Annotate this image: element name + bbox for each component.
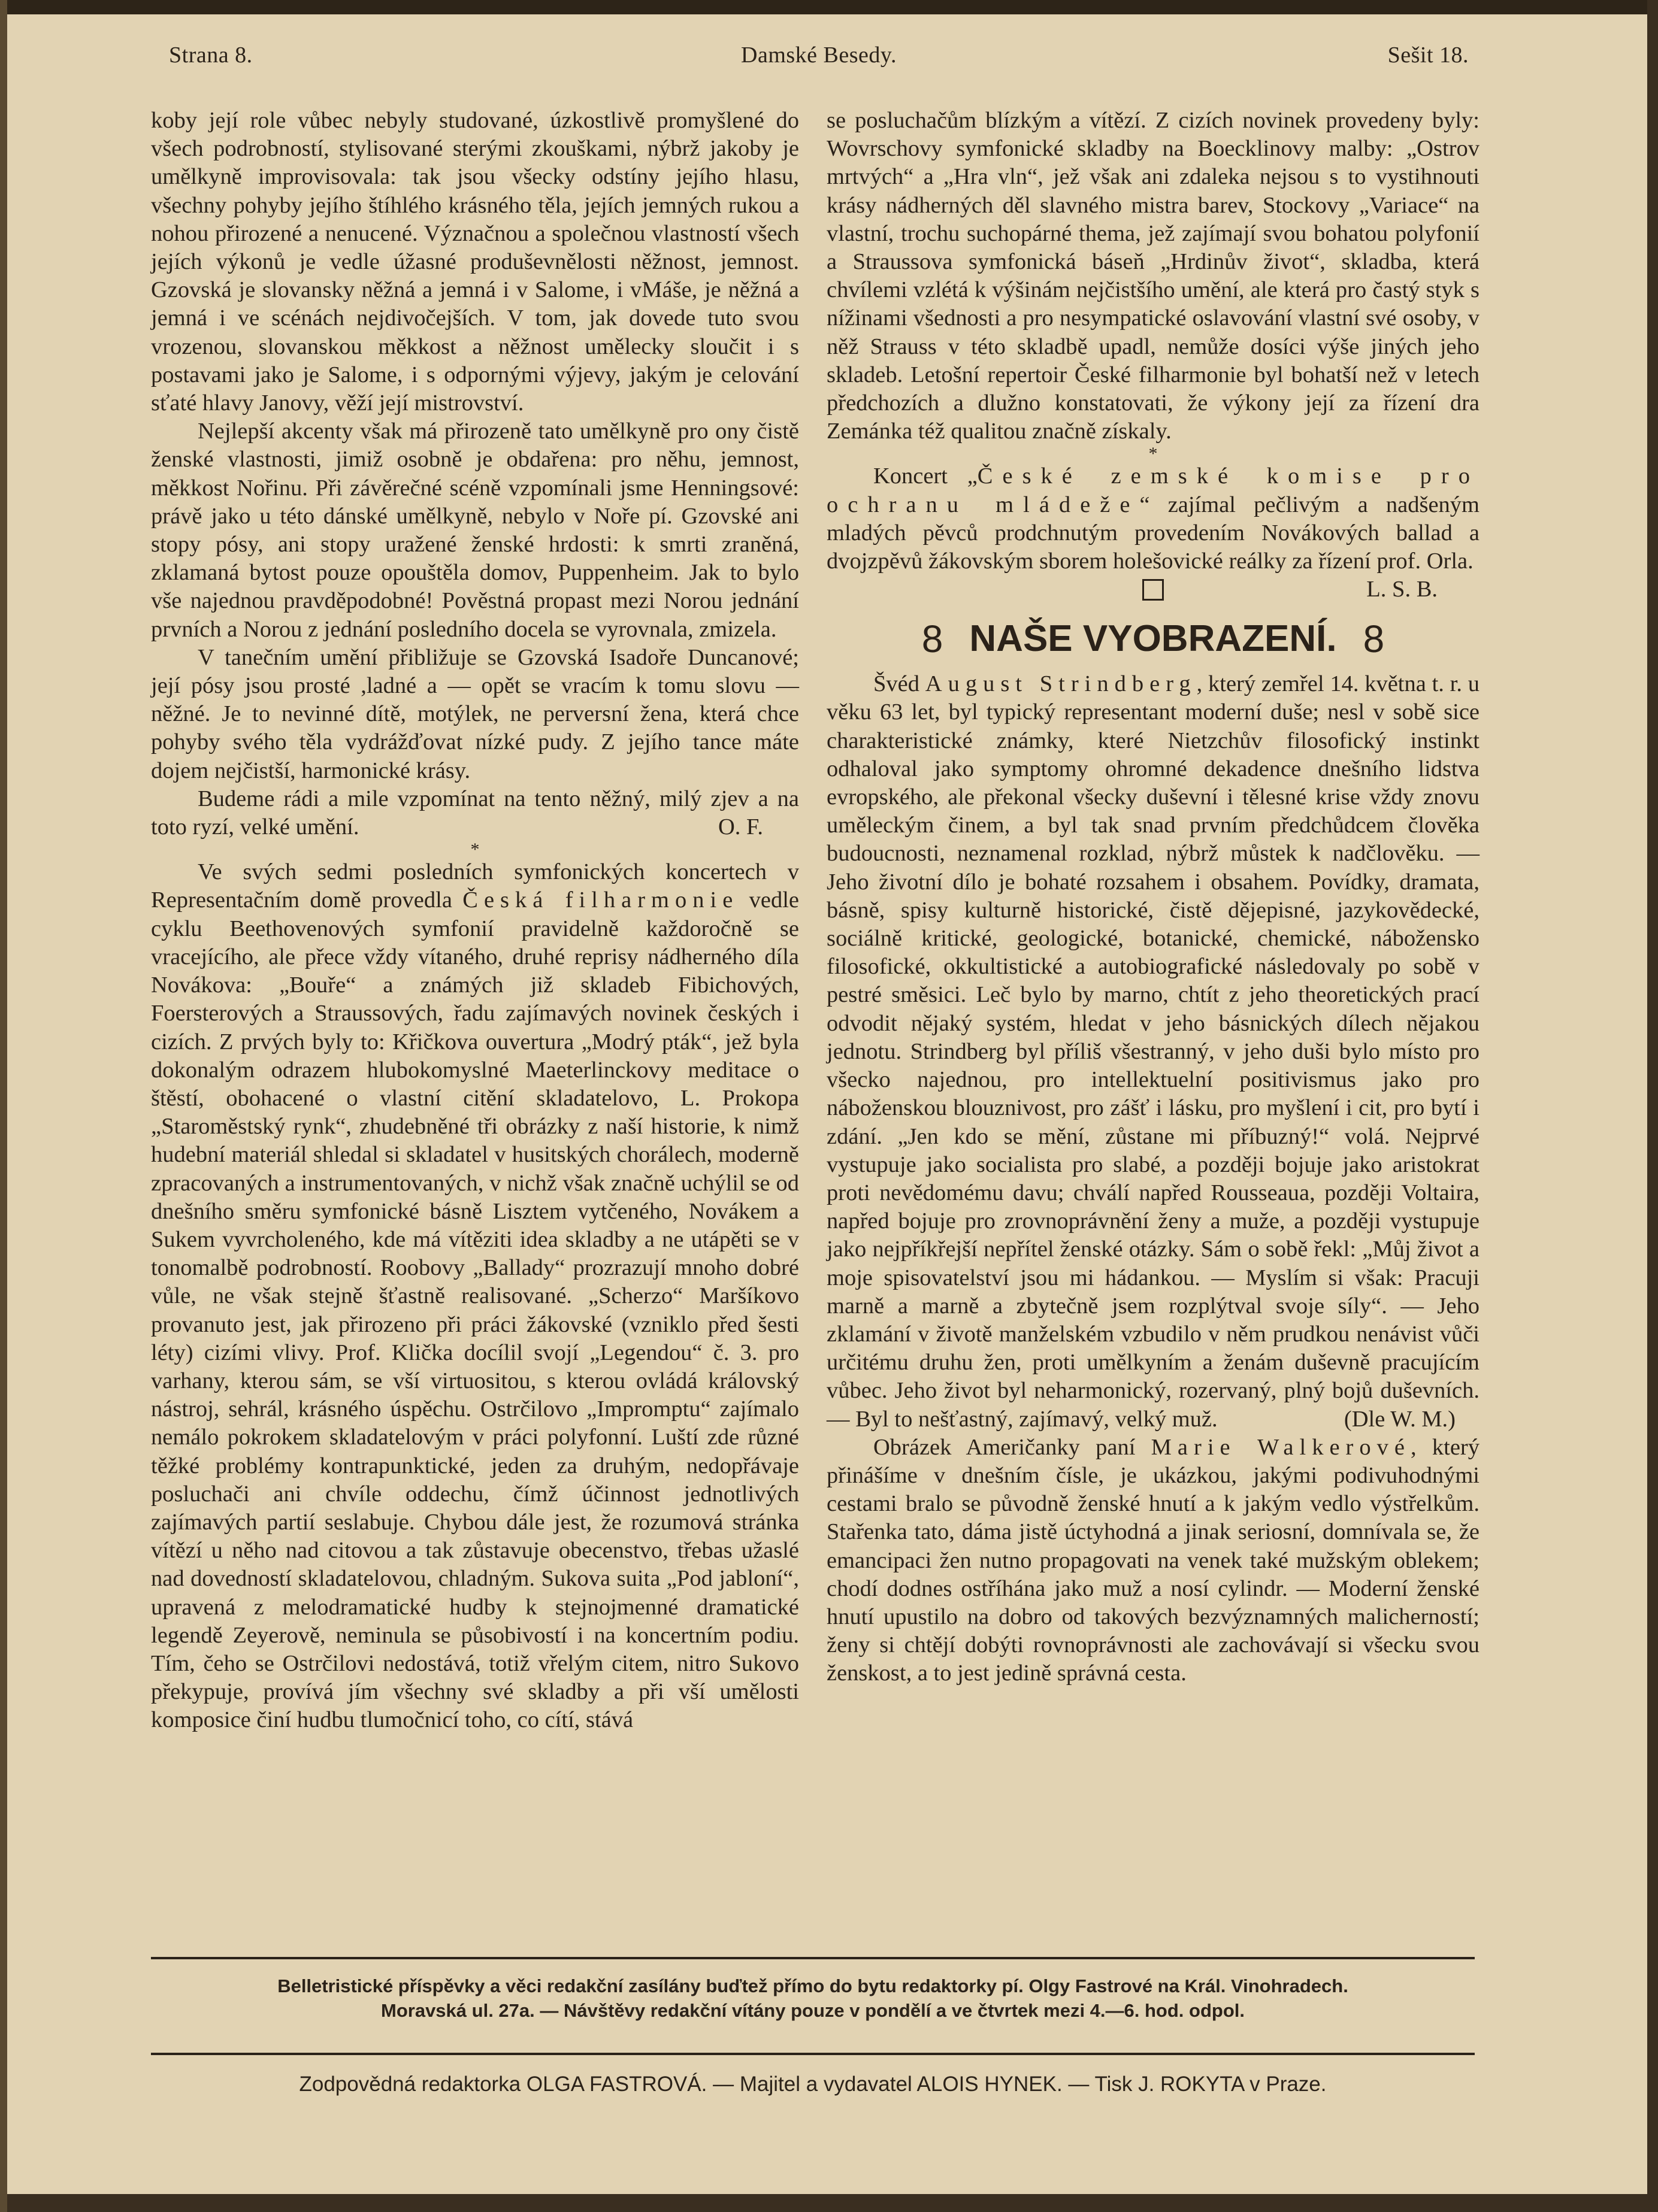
walker-body: , který přinášíme v dnešním čísle, je ukázkou, jakými podivuhodnými cestami bralo se původně ženské hnutí a k jakým vedlo výstřelkům. Stařenka tato, dáma jistě úctyhodná a jinak seriosní, domnívala se, že emancipaci žen nutno propagovati na venek také mužským oblekem; chodí dodnes ostříhána jako muž a nosí cylindr. — Moderní ženské hnutí upustilo na dobro od takových bezvýznamných malicherností; ženy si chtějí dobýti rovnoprávnosti ale zachovávají si všecku svou ženskost, a to jest jedině správná cesta.: [827, 1434, 1480, 1686]
spaced-name-walker: Marie Walkerové: [1151, 1434, 1411, 1460]
scan-border-right: [1647, 0, 1658, 2212]
section-title: NAŠE VYOBRAZENÍ.: [969, 618, 1337, 660]
ornament-left: 8: [921, 617, 943, 661]
walker-intro: Obrázek Američanky paní: [873, 1434, 1136, 1460]
section-divider-box: [1142, 579, 1164, 601]
paragraph-concert: [827, 462, 1480, 602]
paragraph-gzovska-roles: koby její role vůbec nebyly studované, úzkostlivě promyšlené do všech podrobností, stylisované sterými zkouškami, nýbrž jakoby je umělkyně improvisovala: tak jsou všecky odstíny jejího hlasu, všechny pohyby jejího štíhlého krásného těla, jejích jemných rukou a nohou přirozené a nenucené. Význačnou a společnou vlastností všech jejích výkonů je vedle úžasné produševnělosti něžnost, jemnost. Gzovská je slovansky něžná a jemná i v Salome, i vMáše, je něžná a jemná i ve scénách nejdivočejších. V tom, jak dovede tuto svou vrozenou, slovanskou měkkost a něžnost umělecky sloučit i s postavami jako je Salome, i s odpornými výjevy, jakým je celování sťaté hlavy Janovy, věží její mistrovství.: [151, 108, 799, 416]
scan-border-left: [0, 0, 7, 2212]
spaced-name-filharmonie: Česká filharmonie: [462, 887, 739, 913]
journal-title: Damské Besedy.: [741, 43, 897, 68]
separator-star: *: [470, 840, 480, 860]
paragraph-philharmonic: [151, 858, 799, 1734]
closing-text: Budeme rádi a mile vzpomínat na tento něžný, milý zjev a na toto ryzí, velké umění.: [151, 786, 799, 840]
concert-body: “ zajímal pečlivým a nadšeným mladých pěvců prodchnutým provedením Novákových ballad a dvojzpěvů žákovským sborem holešovické reálky za řízení prof. Orla.: [827, 492, 1480, 574]
philharmonic-intro: Ve svých sedmi posledních symfonických koncertech v Representačním domě provedla: [151, 859, 799, 913]
strindberg-intro: Švéd: [873, 671, 919, 697]
left-column: [151, 107, 799, 1735]
paragraph-strindberg: [827, 670, 1480, 1433]
page-number: Strana 8.: [169, 43, 253, 68]
philharmonic-body: vedle cyklu Beethovenových symfonií pravidelně každoročně se vracejícího, ale přece vždy vítaného, druhé reprisy nádherného díla Novákova: „Bouře“ a známých již skladeb Fibichových, Foersterových a Straussových, řadu zajímavých novinek českých i cizích. Z prvých byly to: Křičkova ouvertura „Modrý pták“, jež byla dokonalým odrazem hlubokomyslné Maeterlinckovy meditace o štěstí, obohacené o vlastní citění skladatelovo, L. Prokopa „Staroměstský rynk“, zhudebněné tři obrázky z naší historie, k nimž hudební materiál shledal si skladatel v husitských chorálech, moderně zpracovaných a instrumentovaných, v nichž však značně uchýlil se od dnešního směru symfonické básně Lisztem vytčeného, Novákem a Sukem vyvrcholeného, kde má vítěziti idea skladby a ne utápěti se v tonomalbě podrobností. Roobovy „Ballady“ prozrazují mnoho dobré vůle, ne však stejně šťastně realisované. „Scherzo“ Maršíkovo provanuto jest, jak přirozeno při práci žákovské (vzniklo před šesti léty) cizími vlivy. Prof. Klička docílil svojí „Legendou“ č. 3. pro varhany, kterou sám, se vší virtuositou, s kterou ovládá královský nástroj, sehrál, krásného úspěchu. Ostrčilovo „Impromptu“ zajímalo nemálo pokrokem skladatelovým v práci polyfonní. Luští zde různé těžké problémy kontrapunktické, jeden za druhým, nedopřávaje posluchači ani chvíle oddechu, čímž účinnost jednotlivých zajímavých partií seslabuje. Chybou dále jest, že rozumová stránka vítězí u něho nad citovou a tak zůstavuje obecenstvo, třebas užaslé nad dovedností skladatelovou, chladným. Sukova suita „Pod jabloní“, upravená z melodramatické hudby k stejnojmenné dramatické legendě Zeyerově, neminula se působivostí i na koncertním podiu. Tím, čeho se Ostrčilovi nedostává, totiž vřelým citem, nitro Sukovo překypuje, provívá jím všechny své skladby a při vší umělosti komposice činí hudbu tlumočnicí toho, co cítí, stává: [151, 887, 800, 1733]
strindberg-body: , který zemřel 14. května t. r. u věku 63 let, byl typický representant moderní duše; nesl v sobě sice charakteristické známky, které Nietzchův filosofický instinkt odhaloval jako symptomy ohromné dekadence dnešního lidstva evropského, ale překonal všecky duševní i tělesné krise vždy znovu uměleckým činem, a byl tak snad prvním předchůdcem člověka budoucnosti, neznamenal rozklad, nýbrž můstek k nadčlověku. — Jeho životní dílo je bohaté rozsahem i obsahem. Povídky, dramata, básně, spisy kulturně historické, čistě dějepisné, jazykovědecké, sociálně kritické, geologické, botanické, chemické, nábožensko filosofické, okkultistické a autobiografické následovaly po sobě v pestré směsici. Leč bylo by marno, chtít z jeho theoretických prací odvodit nějaký systém, hledat v jeho básnických dílech nějakou jednotu. Strindberg byl příliš všestranný, v jeho duši bylo místo pro všecko najednou, pro intellektuelní positivismus jako pro náboženskou blouznivost, pro zášť i lásku, pro myšlení i cit, pro bytí i zdání. „Jen kdo se mění, zůstane mi příbuzný!“ volá. Nejprvé vystupuje jako socialista pro slabé, a později bojuje jako aristokrat proti nevědomému davu; chválí napřed Rousseaua, později Voltaira, napřed bojuje pro zrovnoprávnění ženy a muže, a později vystupuje jako nejpříkřejší nepřítel ženské otázky. Sám o sobě řekl: „Můj život a moje spisovatelství jsou mi hádankou. — Myslím si však: Pracuji marně a marně a zbytečně jsem rozplýtval svoje síly“. — Jeho zklamání v životě manželském vzbudilo v něm prudkou nenávist vůči určitému druhu žen, proti umělkyním a ženám duševně pracujícím vůbec. Jeho život byl neharmonický, rozervaný, plný bojů duševních. — Byl to nešťastný, zajímavý, velký muž.: [827, 671, 1480, 1432]
scan-border-top: [0, 0, 1658, 14]
separator-star: *: [1148, 444, 1158, 464]
footer-rule-top: [151, 1957, 1475, 1959]
author-signature: O. F.: [718, 814, 763, 840]
notice-line-1: Belletristické příspěvky a věci redakční zasílány buďtež přímo do bytu redaktorky pí. Olgy Fastrové na Král. Vinohradech.: [277, 1975, 1348, 1996]
right-column: [827, 107, 1480, 1688]
spaced-name-komise: České zemské komise pro ochranu mládeže: [827, 463, 1480, 517]
spaced-name-strindberg: August Strindberg: [925, 671, 1197, 697]
footer-rule-bottom: [151, 2053, 1475, 2055]
scan-border-bottom: [0, 2194, 1658, 2212]
paragraph-foreign-novelties: se posluchačům blízkým a vítězí. Z cizích novinek provedeny byly: Wovrschovy symfonické skladby na Boecklinovy malby: „Ostrov mrtvých“ a „Hra vln“, jež však ani zdaleka nejsou s to vystihnouti krásy nádherných děl slavného mistra barev, Stockovy „Variace“ na vlastní, trochu suchopárné thema, jež zajímají svou bohatou polyfonií a Straussova symfonická báseň „Hrdinův život“, skladba, která chvílemi vzlétá k výšinám nejčistšího umění, ale která pro častý styk s nížinami všednosti a pro nesympatické oslavování vlastní své osoby, v něž Strauss v této skladbě upadl, nemůže dosíci výše jiných jeho skladeb. Letošní repertoir České filharmonie byl bohatší než v letech předchozích a dlužno konstatovati, že výkony její za řízení dra Zemánka též qualitou značně získaly.: [827, 108, 1480, 444]
ornament-right: 8: [1363, 617, 1385, 661]
issue-number: Sešit 18.: [1387, 43, 1469, 68]
concert-signature: L. S. B.: [1366, 577, 1438, 602]
editorial-notice: [151, 1974, 1475, 2023]
notice-line-2: Moravská ul. 27a. — Návštěvy redakční vítány pouze v pondělí a ve čtvrtek mezi 4.—6. hod. odpol.: [381, 2000, 1245, 2021]
imprint-line: Zodpovědná redaktorka OLGA FASTROVÁ. — Majitel a vydavatel ALOIS HYNEK. — Tisk J. ROKYTA v Praze.: [299, 2072, 1327, 2096]
paragraph-closing: [151, 785, 799, 841]
running-header: [169, 42, 1469, 78]
section-heading: [827, 611, 1480, 666]
concert-intro: Koncert „: [873, 463, 978, 489]
paragraph-walker: [827, 1434, 1480, 1688]
strindberg-source: (Dle W. M.): [1344, 1406, 1456, 1432]
paragraph-dance: V tanečním umění přibližuje se Gzovská Isadoře Duncanové; její pósy jsou prosté ,ladné a — opět se vracím k tomu slovu — něžné. Je to nevinné dítě, motýlek, ne perversní žena, která chce pohyby svého těla vydrážďovat nízké pudy. Z jejího tance máte dojem nejčistší, harmonické krásy.: [151, 644, 799, 783]
paragraph-nora: Nejlepší akcenty však má přirozeně tato umělkyně pro ony čistě ženské vlastnosti, jimiž osobně je obdařena: pro něhu, jemnost, měkkost Nořinu. Při závěrečné scéně vzpomínali jsme Henningsové: právě jako u této dánské umělkyně, nebylo v Noře pí. Gzovské ani stopy pósy, ani stopy uražené ženské hrdosti: k smrti zraněná, zklamaná bytost pouze opouštěla domov, Puppenheim. Jak to bylo vše najednou pravděpodobné! Pověstná propast mezi Norou jednání prvních a Norou z jednání posledního docela se vyrovnala, zmizela.: [151, 419, 799, 642]
